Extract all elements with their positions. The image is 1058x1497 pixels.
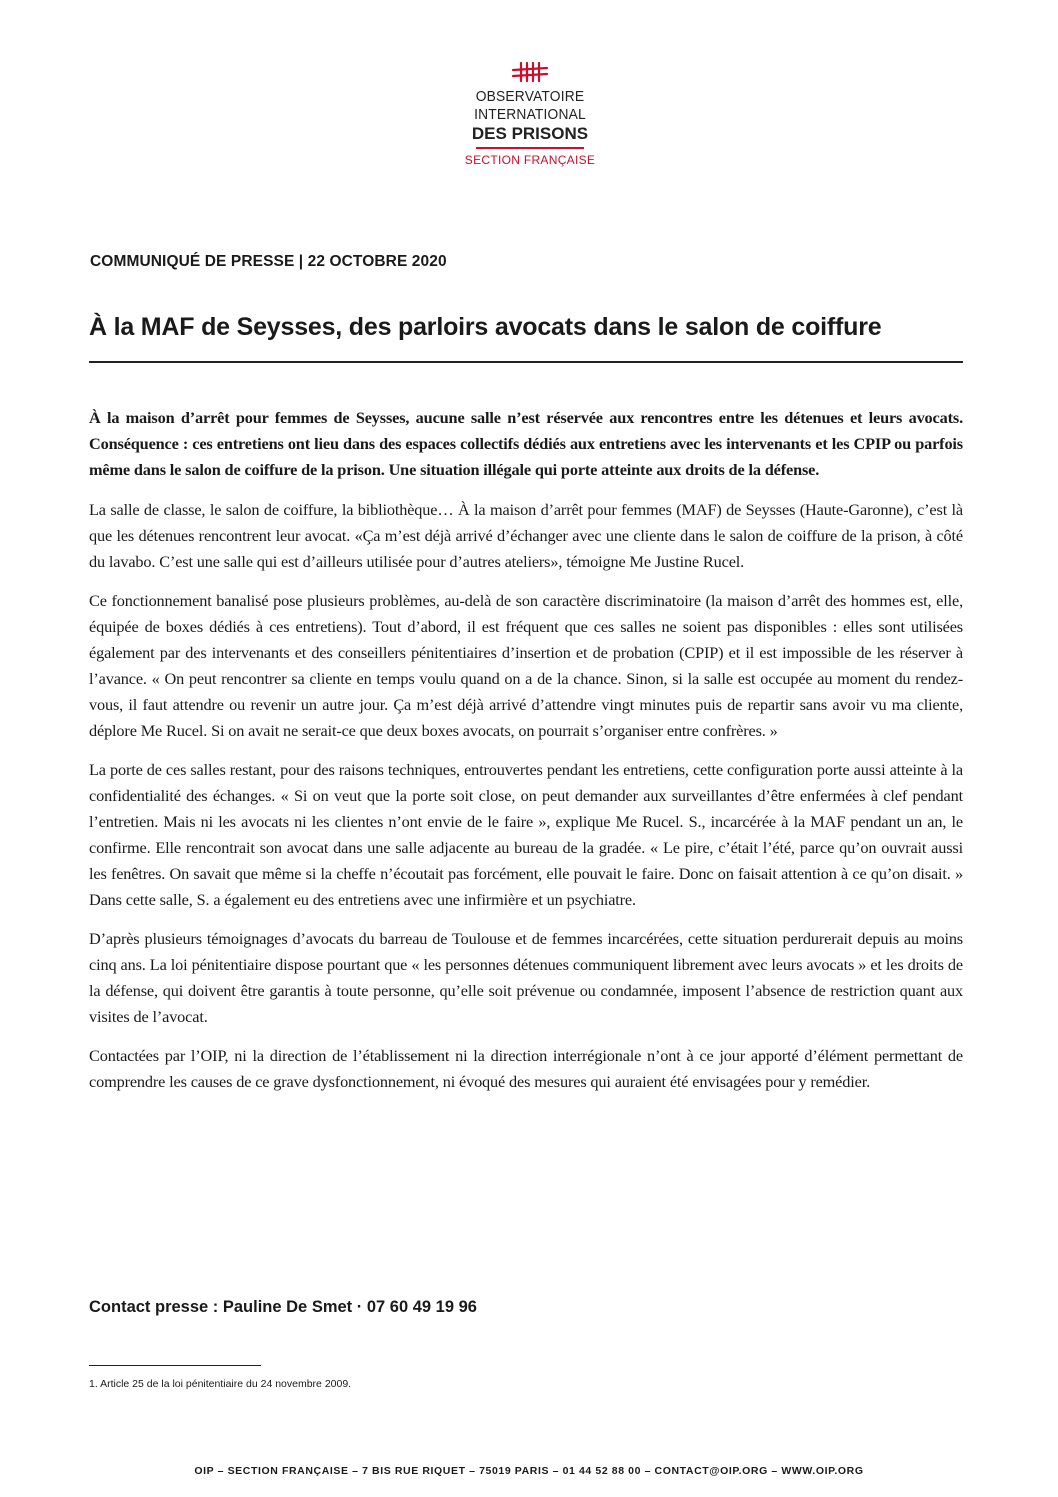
prison-bars-icon [510,60,550,84]
footnote-divider [89,1365,261,1366]
lead-paragraph: À la maison d’arrêt pour femmes de Seysses, aucune salle n’est réservée aux rencontres entre les détenues et leurs avocats. Conséquence : ces entretiens ont lieu dans des espaces collectifs dédiés aux entretiens avec les intervenants et les CPIP ou parfois même dans le salon de coiffure de la prison. Une situation illégale qui porte atteinte aux droits de la défense. [89,408,963,479]
title-divider [89,361,963,363]
body-paragraph: Ce fonctionnement banalisé pose plusieurs problèmes, au-delà de son caractère discriminatoire (la maison d’arrêt des hommes est, elle, équipée de boxes dédiés à ces entretiens). Tout d’abord, il est fréquent que ces salles ne soient pas disponibles : elles sont utilisées également par des intervenants et des conseillers pénitentiaires d’insertion et de probation (CPIP) et il est impossible de les réserver à l’avance. « On peut rencontrer sa cliente en temps voulu quand on a de la chance. Sinon, si la salle est occupée au moment du rendez-vous, il faut attendre ou revenir un autre jour. Ça m’est déjà arrivé d’attendre vingt minutes puis de repartir sans avoir vu ma cliente, déplore Me Rucel. Si on avait ne serait-ce que deux boxes avocats, on pourrait s’organiser entre confrères. » [89,591,963,740]
page-footer: OIP – SECTION FRANÇAISE – 7 BIS RUE RIQUET – 75019 PARIS – 01 44 52 88 00 – CONTACT@OIP.ORG – WWW.OIP.ORG [194,1465,864,1477]
logo-text-line3: SECTION FRANÇAISE [464,152,596,167]
press-contact: Contact presse : Pauline De Smet · 07 60 49 19 96 [89,1298,477,1316]
body-paragraph: La porte de ces salles restant, pour des raisons techniques, entrouvertes pendant les entretiens, cette configuration porte aussi atteinte à la confidentialité des échanges. « Si on veut que la porte soit close, on peut demander aux surveillantes d’être enfermées à clef pendant l’entretien. Mais ni les avocats ni les clientes n’ont envie de le faire », explique Me Rucel. S., incarcérée à la MAF pendant un an, le confirme. Elle rencontrait son avocat dans une salle adjacente au bureau de la gradée. « Le pire, c’était l’été, parce qu’on ouvrait aussi les fenêtres. On savait que même si la cheffe n’écoutait pas forcément, elle pouvait le faire. Donc on faisait attention à ce qu’on disait. » Dans cette salle, S. a également eu des entretiens avec une infirmière et un psychiatre. [89,760,963,909]
logo-text-line2: DES PRISONS [471,124,589,143]
logo-divider [476,147,584,149]
logo-text-line1: OBSERVATOIRE INTERNATIONAL [474,88,586,123]
body-paragraph: D’après plusieurs témoignages d’avocats du barreau de Toulouse et de femmes incarcérées, cette situation perdurerait depuis au moins cinq ans. La loi pénitentiaire dispose pourtant que « les personnes détenues communiquent librement avec leurs avocats » et les droits de la défense, qui doivent être garantis à toute personne, qu’elle soit prévenue ou condamnée, imposent l’absence de restriction quant aux visites de l’avocat. [89,929,963,1026]
article-title: À la MAF de Seysses, des parloirs avocats dans le salon de coiffure [89,313,882,341]
press-release-dateline: COMMUNIQUÉ DE PRESSE | 22 OCTOBRE 2020 [90,253,447,270]
body-paragraph: La salle de classe, le salon de coiffure, la bibliothèque… À la maison d’arrêt pour femmes (MAF) de Seysses (Haute-Garonne), c’est là que les détenues rencontrent leur avocat. «Ça m’est déjà arrivé d’échanger avec une cliente dans le salon de coiffure de la prison, à côté du lavabo. C’est une salle qui est d’ailleurs utilisée pour d’autres ateliers», témoigne Me Justine Rucel. [89,500,963,571]
footnote: 1. Article 25 de la loi pénitentiaire du 24 novembre 2009. [89,1378,352,1390]
article-body [89,405,963,1108]
body-paragraph: Contactées par l’OIP, ni la direction de l’établissement ni la direction interrégionale n’ont à ce jour apporté d’élément permettant de comprendre les causes de ce grave dysfonctionnement, ni évoqué des mesures qui auraient été envisagées pour y remédier. [89,1046,963,1091]
oip-logo [420,60,640,167]
